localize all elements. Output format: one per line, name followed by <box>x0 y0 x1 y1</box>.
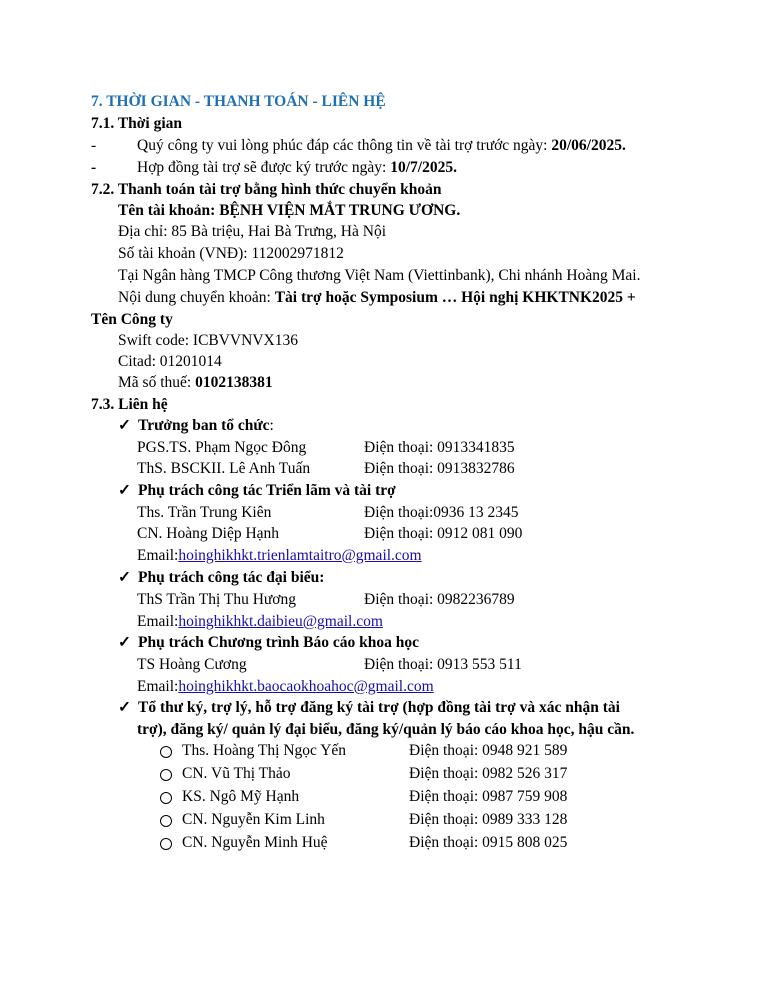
check-icon: ✓ <box>118 482 131 499</box>
dash-bullet: - <box>91 159 97 176</box>
email-link[interactable]: hoinghikhkt.trienlamtaitro@gmail.com <box>178 547 422 564</box>
contact-phone: Điện thoại: 0982236789 <box>364 591 515 608</box>
circle-bullet-icon <box>160 834 172 854</box>
tax-code-value: 0102138381 <box>195 374 273 391</box>
tax-code-label: Mã số thuế: <box>118 374 196 391</box>
swift-code: Swift code: ICBVVNVX136 <box>118 332 298 349</box>
contact-name: ThS. BSCKII. Lê Anh Tuấn <box>137 460 311 477</box>
transfer-content <box>118 288 636 308</box>
contact-phone: Điện thoại: 0982 526 317 <box>409 765 568 782</box>
group-delegates <box>118 568 324 588</box>
check-icon: ✓ <box>118 417 131 434</box>
contact-name: Ths. Hoàng Thị Ngọc Yến <box>182 742 347 759</box>
citad-code: Citad: 01201014 <box>118 353 222 370</box>
subsection-7-1-title: 7.1. Thời gian <box>91 115 182 132</box>
deadline-reply <box>137 136 626 156</box>
circle-bullet-icon <box>160 765 172 785</box>
deadline-reply-date: 20/06/2025. <box>551 137 626 154</box>
contact-name: CN. Nguyễn Kim Linh <box>182 811 325 828</box>
group-title: Phụ trách công tác Triển lãm và tài trợ <box>138 482 396 499</box>
email-link[interactable]: hoinghikhkt.daibieu@gmail.com <box>178 613 383 630</box>
contact-name: ThS Trần Thị Thu Hương <box>137 591 296 608</box>
subsection-7-2-title: 7.2. Thanh toán tài trợ bằng hình thức chuyển khoản <box>91 181 442 198</box>
group-title-continued: trợ), đăng ký/ quản lý đại biểu, đăng ký/quản lý báo cáo khoa học, hậu cần. <box>137 721 635 738</box>
bank-name: Tại Ngân hàng TMCP Công thương Việt Nam (Viettinbank), Chi nhánh Hoàng Mai. <box>118 267 641 284</box>
contact-name: TS Hoàng Cương <box>137 656 247 673</box>
check-icon: ✓ <box>118 699 131 716</box>
circle-bullet-icon <box>160 811 172 831</box>
deadline-reply-text: Quý công ty vui lòng phúc đáp các thông tin về tài trợ trước ngày: <box>137 137 552 154</box>
contact-phone: Điện thoại: 0913832786 <box>364 460 515 477</box>
circle-bullet-icon <box>160 788 172 808</box>
contact-phone: Điện thoại:0936 13 2345 <box>364 504 519 521</box>
contact-phone: Điện thoại: 0948 921 589 <box>409 742 568 759</box>
contact-name: Ths. Trần Trung Kiên <box>137 504 272 521</box>
dash-bullet: - <box>91 137 97 154</box>
tax-code <box>118 373 273 393</box>
contact-phone: Điện thoại: 0913 553 511 <box>364 656 522 673</box>
contact-phone: Điện thoại: 0913341835 <box>364 439 515 456</box>
contact-phone: Điện thoại: 0915 808 025 <box>409 834 568 851</box>
group-exhibition-sponsorship <box>118 481 396 501</box>
deadline-contract-date: 10/7/2025. <box>390 159 457 176</box>
email-line <box>137 546 422 566</box>
group-organizers <box>118 416 274 436</box>
circle-bullet-icon <box>160 742 172 762</box>
email-label: Email: <box>137 547 179 564</box>
email-label: Email: <box>137 613 179 630</box>
contact-name: CN. Nguyễn Minh Huệ <box>182 834 328 851</box>
group-title: Trưởng ban tổ chức <box>138 417 270 434</box>
email-line <box>137 612 383 632</box>
transfer-content-value: Tài trợ hoặc Symposium … Hội nghị KHKTNK2025 + <box>274 289 636 306</box>
deadline-contract <box>137 158 457 178</box>
bank-address: Địa chỉ: 85 Bà triệu, Hai Bà Trưng, Hà Nội <box>118 223 386 240</box>
contact-name: KS. Ngô Mỹ Hạnh <box>182 788 300 805</box>
contact-phone: Điện thoại: 0912 081 090 <box>364 525 523 542</box>
section-heading: 7. THỜI GIAN - THANH TOÁN - LIÊN HỆ <box>91 93 386 110</box>
deadline-contract-text: Hợp đồng tài trợ sẽ được ký trước ngày: <box>137 159 391 176</box>
email-label: Email: <box>137 678 179 695</box>
group-secretariat <box>118 698 620 718</box>
group-scientific-program <box>118 633 419 653</box>
email-line <box>137 677 434 697</box>
account-name: Tên tài khoản: BỆNH VIỆN MẮT TRUNG ƯƠNG. <box>118 202 461 219</box>
group-title: Phụ trách công tác đại biểu: <box>138 569 325 586</box>
contact-phone: Điện thoại: 0989 333 128 <box>409 811 568 828</box>
email-link[interactable]: hoinghikhkt.baocaokhoahoc@gmail.com <box>178 678 434 695</box>
check-icon: ✓ <box>118 634 131 651</box>
check-icon: ✓ <box>118 569 131 586</box>
transfer-content-label: Nội dung chuyển khoản: <box>118 289 275 306</box>
group-title: Phụ trách Chương trình Báo cáo khoa học <box>138 634 419 651</box>
group-title: Tổ thư ký, trợ lý, hỗ trợ đăng ký tài trợ (hợp đồng tài trợ và xác nhận tài <box>138 699 620 716</box>
contact-name: CN. Hoàng Diệp Hạnh <box>137 525 280 542</box>
subsection-7-3-title: 7.3. Liên hệ <box>91 396 168 413</box>
contact-name: PGS.TS. Phạm Ngọc Đông <box>137 439 307 456</box>
contact-phone: Điện thoại: 0987 759 908 <box>409 788 568 805</box>
colon: : <box>269 417 274 434</box>
account-number: Số tài khoản (VNĐ): 112002971812 <box>118 245 344 262</box>
contact-name: CN. Vũ Thị Thảo <box>182 765 291 782</box>
transfer-content-continued: Tên Công ty <box>91 311 173 328</box>
